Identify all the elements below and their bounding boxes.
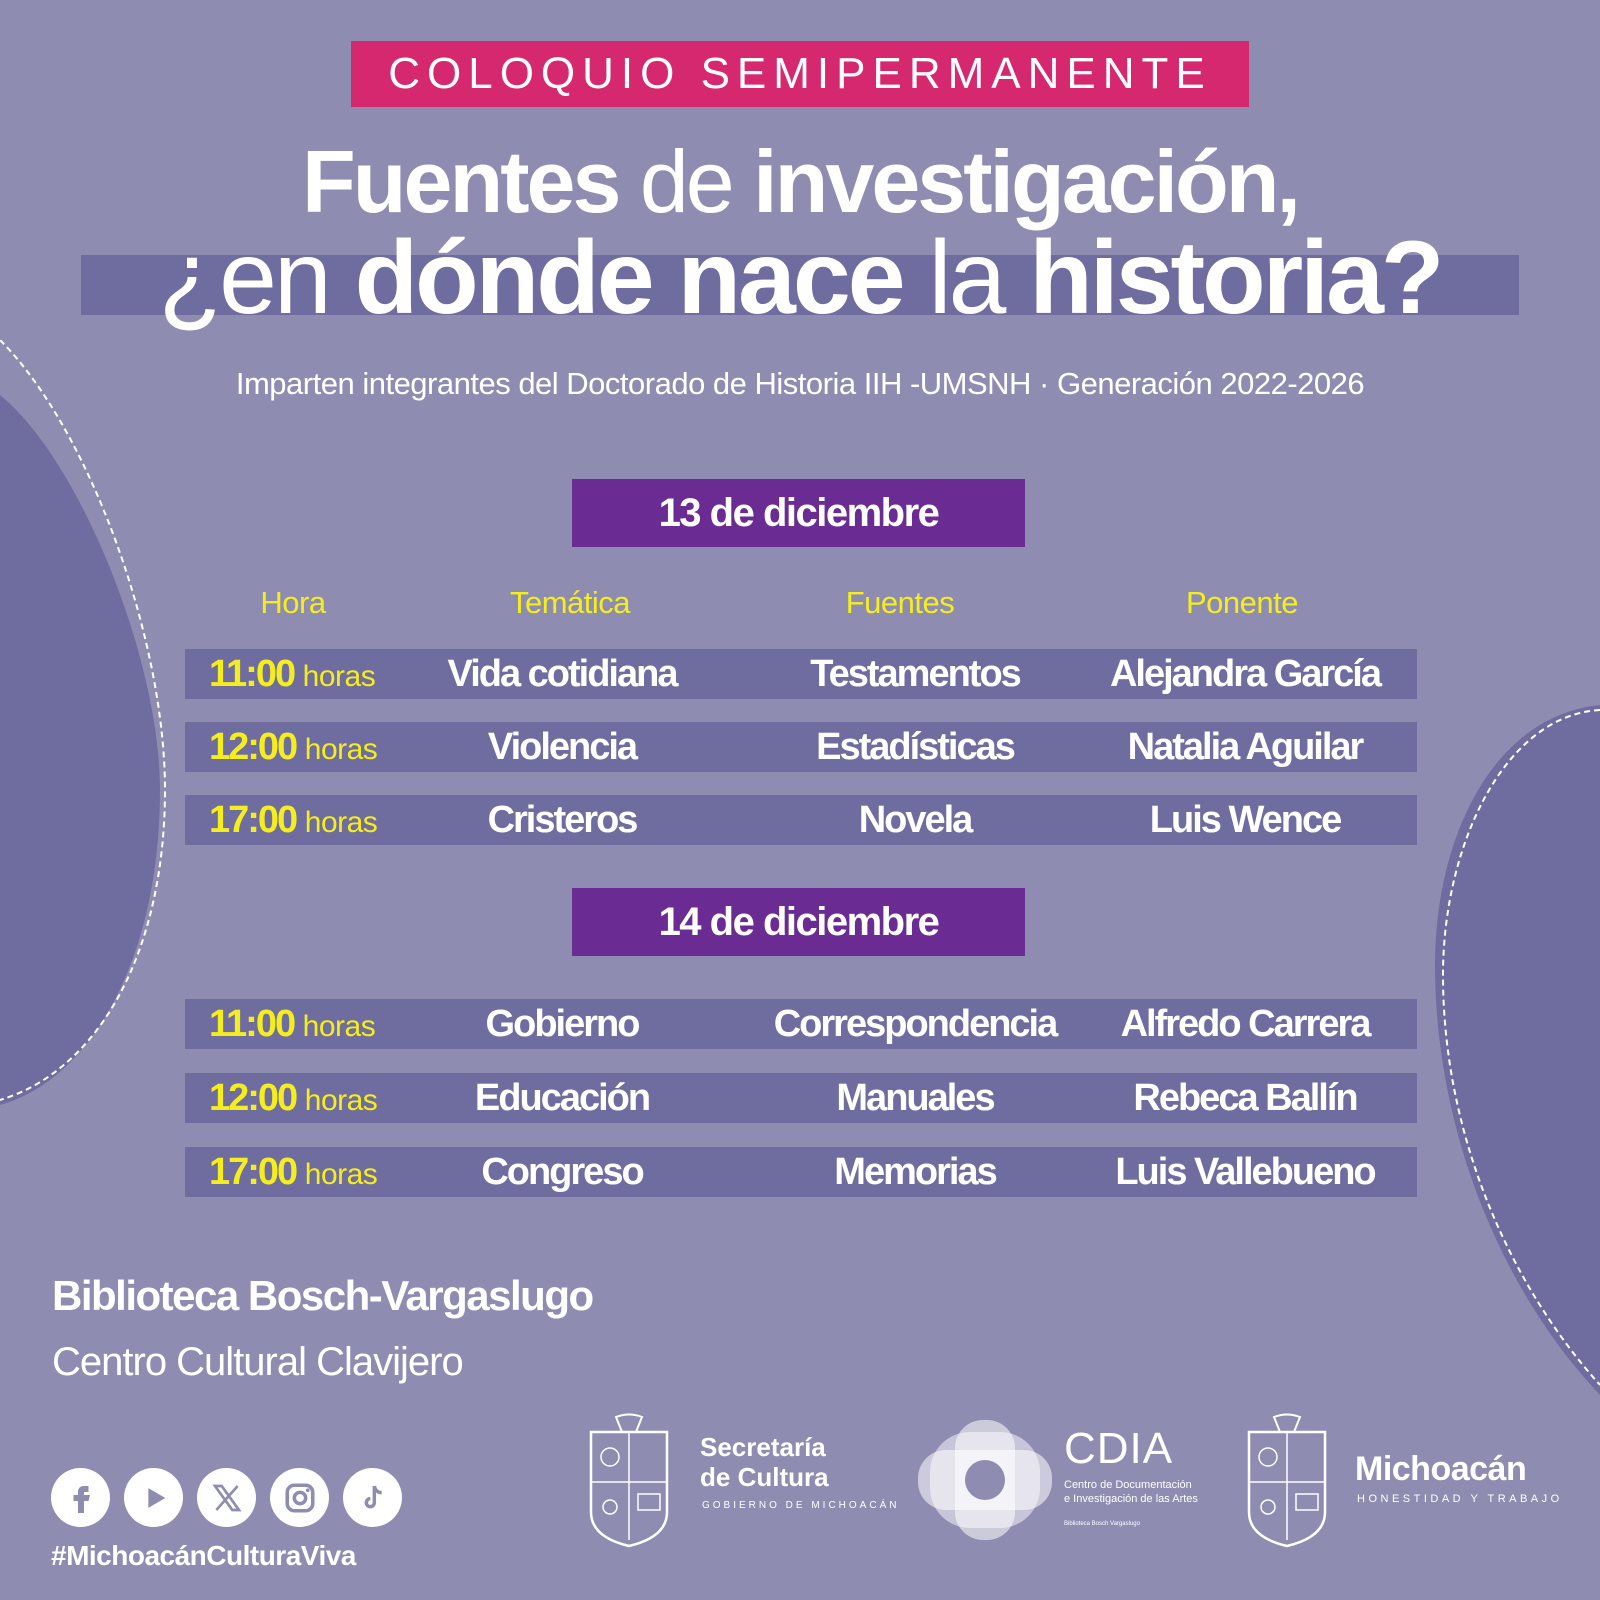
facebook-icon[interactable] [51,1468,110,1527]
time: 11:00 [209,1003,295,1045]
col-head-tematica: Temática [509,585,631,620]
schedule-row [185,722,1417,772]
time: 17:00 [209,1151,297,1193]
title-line-1: Fuentes de investigación, [302,132,1298,231]
hours-suffix: horas [304,806,378,839]
tematica: Vida cotidiana [447,653,677,695]
hours-suffix: horas [304,733,378,766]
ponente: Luis Vallebueno [1115,1151,1375,1193]
fuente: Manuales [836,1077,994,1119]
cdia-description: Centro de Documentación e Investigación de las Artes [1064,1479,1198,1505]
ponente: Alfredo Carrera [1120,1003,1370,1045]
ponente: Luis Wence [1149,799,1341,841]
schedule-row [185,999,1417,1049]
ponente: Natalia Aguilar [1127,726,1363,768]
col-head-ponente: Ponente [1186,585,1298,620]
tematica: Gobierno [485,1003,639,1045]
youtube-icon[interactable] [124,1468,183,1527]
secretaria-cultura-name: Secretaría de Cultura [700,1432,829,1492]
social-links [51,1468,402,1527]
schedule-row [185,649,1417,699]
ponente: Rebeca Ballín [1133,1077,1357,1119]
x-icon[interactable] [197,1468,256,1527]
subtitle: Imparten integrantes del Doctorado de Historia IIH -UMSNH · Generación 2022-2026 [235,366,1365,401]
michoacan-motto: HONESTIDAD Y TRABAJO [1357,1493,1563,1505]
hours-suffix: horas [304,1158,378,1191]
schedule-row [185,1073,1417,1123]
hours-suffix: horas [302,660,376,693]
fuente: Estadísticas [816,726,1014,768]
venue-name: Biblioteca Bosch-Vargaslugo [52,1272,593,1319]
instagram-icon[interactable] [270,1468,329,1527]
title-line-2: ¿en dónde nace la historia? [158,220,1442,336]
time: 12:00 [209,726,297,768]
fuente: Testamentos [810,653,1020,695]
cdia-emblem-logo [918,1420,1052,1540]
right-wave-blob [1435,705,1600,1405]
michoacan-crest-logo [1244,1412,1330,1548]
col-head-fuentes: Fuentes [845,585,955,620]
col-head-hora: Hora [260,585,326,620]
fuente: Memorias [834,1151,996,1193]
coloquio-tag: COLOQUIO SEMIPERMANENTE [351,41,1249,107]
time: 17:00 [209,799,297,841]
secretaria-cultura-sub: GOBIERNO DE MICHOACÁN [702,1500,900,1511]
time: 11:00 [209,653,295,695]
ponente: Alejandra García [1109,653,1381,695]
tematica: Violencia [487,726,637,768]
hours-suffix: horas [304,1084,378,1117]
time: 12:00 [209,1077,297,1119]
michoacan-name: Michoacán [1355,1450,1527,1488]
cdia-library: Biblioteca Bosch Vargaslugo [1064,1521,1140,1527]
tematica: Cristeros [487,799,637,841]
tematica: Congreso [481,1151,643,1193]
tematica: Educación [474,1077,650,1119]
secretaria-crest-logo [586,1412,672,1548]
fuente: Novela [858,799,972,841]
date-day-2: 14 de diciembre [572,888,1025,956]
hashtag: #MichoacánCulturaViva [51,1540,356,1571]
hours-suffix: horas [302,1010,376,1043]
tiktok-icon[interactable] [343,1468,402,1527]
schedule-row [185,795,1417,845]
cdia-name: CDIA [1064,1424,1174,1473]
left-wave-blob [0,340,170,1110]
schedule-row [185,1147,1417,1197]
fuente: Correspondencia [773,1003,1057,1045]
date-day-1: 13 de diciembre [572,479,1025,547]
venue-location: Centro Cultural Clavijero [52,1340,463,1384]
